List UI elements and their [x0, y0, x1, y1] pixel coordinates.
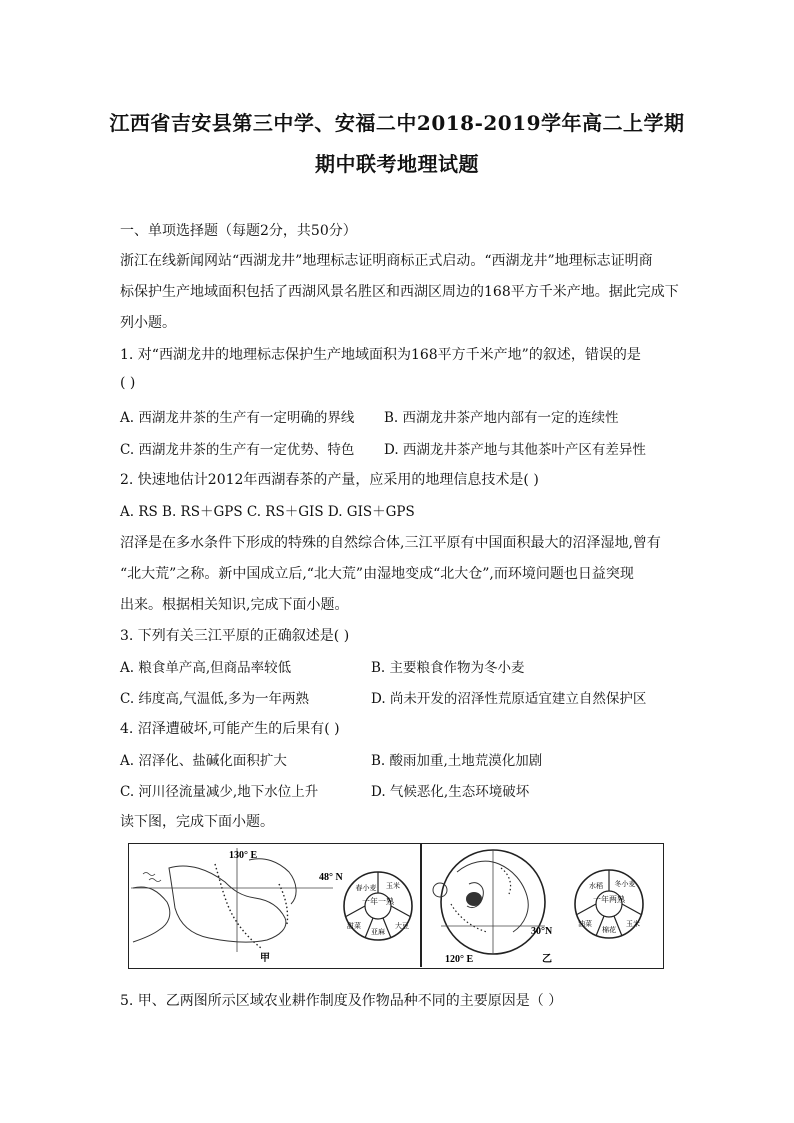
- q4-option-b: B. 酸雨加重,土地荒漠化加剧: [371, 753, 543, 769]
- yi-crop-2: 冬小麦: [614, 880, 636, 888]
- q3-option-a: A. 粮食单产高,但商品率较低: [120, 660, 292, 676]
- q2-stem: 2. 快速地估计2012年西湖春茶的产量，应采用的地理信息技术是( ): [120, 472, 539, 488]
- jia-center-label: 一年一熟: [362, 897, 394, 906]
- passage1-line1: 浙江在线新闻网站“西湖龙井”地理标志证明商标正式启动。“西湖龙井”地理标志证明商: [120, 253, 653, 269]
- q2-options: A. RS B. RS＋GPS C. RS＋GIS D. GIS＋GPS: [120, 504, 415, 520]
- q4-option-d: D. 气候恶化,生态环境破坏: [371, 784, 530, 800]
- map-figure-drawing: [129, 844, 662, 967]
- q3-option-b: B. 主要粮食作物为冬小麦: [371, 660, 525, 676]
- q3-stem: 3. 下列有关三江平原的正确叙述是( ): [120, 628, 350, 644]
- yi-longitude-label: 120° E: [445, 954, 474, 965]
- jia-crop-3: 甜菜: [347, 922, 361, 930]
- jia-crop-1: 春小麦: [355, 884, 377, 892]
- yi-latitude-label: 30°N: [531, 926, 553, 937]
- jia-crop-2: 玉米: [386, 882, 400, 890]
- passage2-line2: “北大荒”之称。新中国成立后,“北大荒”由湿地变成“北大仓”,而环境问题也日益突现: [120, 566, 634, 582]
- yi-center-label: 一年两熟: [593, 895, 625, 904]
- figure-divider: [420, 844, 422, 967]
- q3-option-d: D. 尚未开发的沼泽性荒原适宜建立自然保护区: [371, 691, 647, 707]
- passage1-line2: 标保护生产地域面积包括了西湖风景名胜区和西湖区周边的168平方千米产地。据此完成下: [120, 284, 679, 300]
- exam-title-line2: 期中联考地理试题: [315, 152, 479, 176]
- figure-intro: 读下图，完成下面小题。: [120, 814, 274, 830]
- jia-longitude-label: 130° E: [229, 850, 258, 861]
- q5-stem: 5. 甲、乙两图所示区域农业耕作制度及作物品种不同的主要原因是（ ）: [120, 993, 563, 1009]
- q1-option-a: A. 西湖龙井茶的生产有一定明确的界线: [120, 410, 355, 426]
- jia-crop-5: 大豆: [395, 922, 409, 930]
- exam-title-line1: 江西省吉安县第三中学、安福二中2018-2019学年高二上学期: [109, 111, 685, 135]
- q4-option-a: A. 沼泽化、盐碱化面积扩大: [120, 753, 287, 769]
- passage2-line3: 出来。根据相关知识,完成下面小题。: [120, 597, 349, 613]
- yi-crop-1: 水稻: [589, 882, 603, 890]
- q3-option-c: C. 纬度高,气温低,多为一年两熟: [120, 691, 310, 707]
- yi-crop-3: 油菜: [578, 920, 592, 928]
- section-heading: 一、单项选择题（每题2分，共50分）: [120, 223, 357, 239]
- yi-caption: 乙: [542, 954, 552, 965]
- q1-option-d: D. 西湖龙井茶产地与其他茶叶产区有差异性: [384, 442, 646, 458]
- jia-caption: 甲: [260, 953, 270, 964]
- q4-stem: 4. 沼泽遭破坏,可能产生的后果有( ): [120, 721, 340, 737]
- jia-crop-4: 亚麻: [371, 928, 385, 936]
- q1-option-c: C. 西湖龙井茶的生产有一定优势、特色: [120, 442, 355, 458]
- yi-crop-5: 玉米: [626, 920, 640, 928]
- q1-paren: ( ): [120, 375, 136, 391]
- q4-option-c: C. 河川径流量减少,地下水位上升: [120, 784, 319, 800]
- jia-latitude-label: 48° N: [319, 872, 343, 883]
- yi-crop-4: 棉花: [602, 926, 616, 934]
- q1-stem: 1. 对“西湖龙井的地理标志保护生产地域面积为168平方千米产地”的叙述，错误的是: [120, 347, 641, 363]
- q1-option-b: B. 西湖龙井茶产地内部有一定的连续性: [384, 410, 619, 426]
- passage2-line1: 沼泽是在多水条件下形成的特殊的自然综合体,三江平原有中国面积最大的沼泽湿地,曾有: [120, 535, 661, 551]
- map-figure: [128, 843, 664, 969]
- passage1-line3: 列小题。: [120, 315, 176, 331]
